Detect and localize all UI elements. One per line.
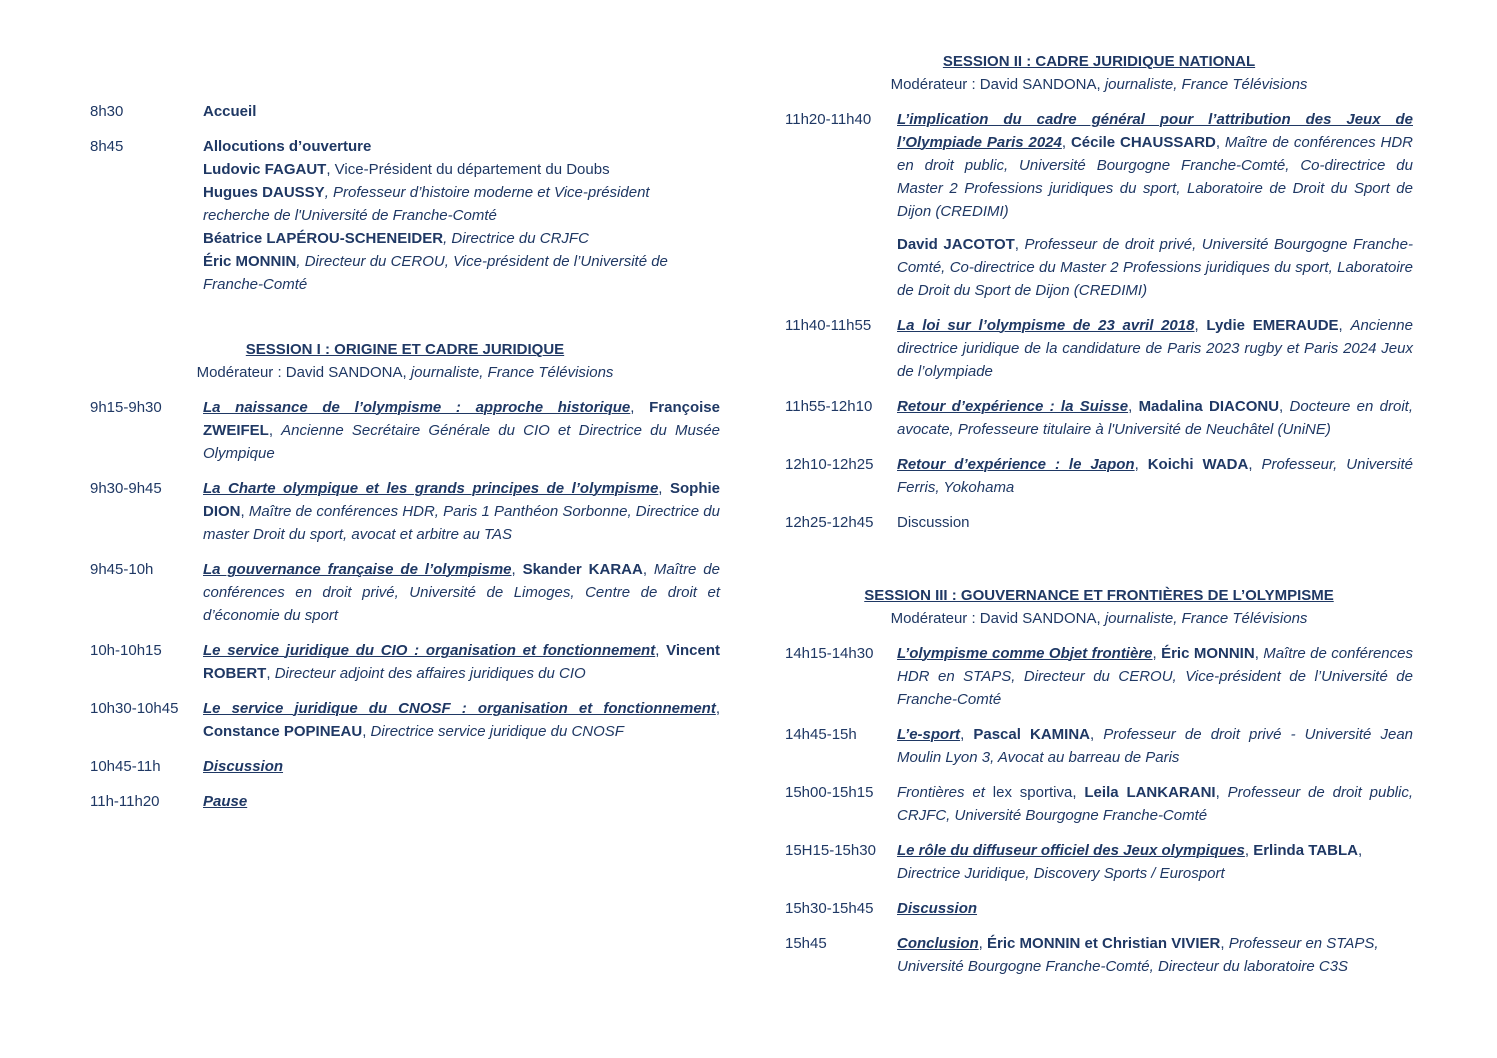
talk-title: Retour d’expérience : le Japon <box>897 456 1135 473</box>
time-slot: 15H15-15h30 <box>785 842 876 859</box>
speaker-name: Madalina DIACONU <box>1138 398 1280 415</box>
session-title: SESSION III : GOUVERNANCE ET FRONTIÈRES DE L’OLYMPISME <box>864 587 1334 604</box>
speaker: Éric MONNIN, Directeur du CEROU, Vice-président de l’Université de Franche-Comté <box>203 253 668 293</box>
time-slot: 9h30-9h45 <box>90 480 162 497</box>
time-slot: 8h30 <box>90 103 124 120</box>
program-item <box>90 790 720 813</box>
program-item: 14h45-15h L’e-sport, Pascal KAMINA, Professeur de droit privé - Université Jean Moulin Lyon 3, Avocat au barreau de Paris <box>785 723 1413 769</box>
talk-title: Le service juridique du CIO : organisation et fonctionnement <box>203 642 656 659</box>
program-item: 11h40-11h55 La loi sur l’olympisme de 23 avril 2018, Lydie EMERAUDE, Ancienne directrice juridique de la candidature de Paris 2023 rugby et Paris 2024 Jeux de l’olympiade <box>785 314 1413 383</box>
speaker-name: Sophie DION <box>203 480 721 520</box>
speaker-name: Éric MONNIN et Christian VIVIER <box>987 935 1221 952</box>
speaker-name: Éric MONNIN <box>1161 645 1255 662</box>
time-slot: 10h45-11h <box>90 758 161 775</box>
right-column <box>785 50 1413 990</box>
speaker-name: Constance POPINEAU <box>203 723 363 740</box>
item-title: Allocutions d’ouverture <box>203 138 372 155</box>
talk-title: Discussion <box>203 758 284 775</box>
speaker: Hugues DAUSSY, Professeur d’histoire moderne et Vice-président recherche de l'Université de Franche-Comté <box>203 184 650 224</box>
program-item: 11h20-11h40 L’implication du cadre général pour l’attribution des Jeux de l’Olympiade Paris 2024, Cécile CHAUSSARD, Maître de conférences HDR en droit public, Université Bourgogne Franche-Comté, Co-directrice du Master 2 Professions juridiques du sport, Laboratoire de Droit du Sport de Dijon (CREDIMI) David JACOTOT, Professeur de droit privé, Université Bourgogne Franche-Comté, Co-directrice du Master 2 Professions juridiques du sport, Laboratoire de Droit du Sport de Dijon (CREDIMI) <box>785 108 1413 302</box>
speaker-name: Françoise ZWEIFEL <box>203 399 720 439</box>
talk-title: L’implication du cadre général pour l’attribution des Jeux de l’Olympiade Paris 2024 <box>897 111 1413 151</box>
talk-title: La Charte olympique et les grands principes de l’olympisme <box>203 480 659 497</box>
speaker-role: Professeur de droit privé, Université Bourgogne Franche-Comté, Co-directrice du Master 2 Professions juridiques du sport, Laboratoire de Droit du Sport de Dijon (CREDIMI) <box>897 236 1413 299</box>
speaker-name: Leila LANKARANI <box>1084 784 1216 801</box>
talk-title: Conclusion <box>897 935 979 952</box>
session-title: SESSION I : ORIGINE ET CADRE JURIDIQUE <box>245 341 565 358</box>
time-slot: 9h15-9h30 <box>90 399 162 416</box>
speaker-role: Directeur adjoint des affaires juridiques du CIO <box>274 665 586 682</box>
program-item: 9h30-9h45 La Charte olympique et les grands principes de l’olympisme, Sophie DION, Maître de conférences HDR, Paris 1 Panthéon Sorbonne, Directrice du master Droit du sport, avocat et arbitre au TAS <box>90 477 720 546</box>
time-slot: 11h55-12h10 <box>785 398 873 415</box>
speaker: Ludovic FAGAUT, Vice-Président du département du Doubs <box>203 161 610 178</box>
time-slot: 14h45-15h <box>785 726 857 743</box>
talk-title: Discussion <box>897 514 970 531</box>
time-slot: 9h45-10h <box>90 561 154 578</box>
speaker-role: Professeur de droit privé - Université Jean Moulin Lyon 3, Avocat au barreau de Paris <box>897 726 1414 766</box>
talk-title: Le service juridique du CNOSF : organisation et fonctionnement <box>203 700 716 717</box>
program-item <box>90 755 720 778</box>
speaker-name: Erlinda TABLA <box>1253 842 1358 859</box>
talk-title: La gouvernance française de l’olympisme <box>203 561 512 578</box>
time-slot: 11h20-11h40 <box>785 111 872 128</box>
talk-title: Le rôle du diffuseur officiel des Jeux olympiques <box>897 842 1245 859</box>
speaker-name: Koichi WADA <box>1147 456 1249 473</box>
time-slot: 15h00-15h15 <box>785 784 874 801</box>
time-slot: 10h30-10h45 <box>90 700 179 717</box>
time-slot: 15h45 <box>785 935 827 952</box>
speaker-role: Docteure en droit, avocate, Professeure titulaire à l'Université de Neuchâtel (UniNE) <box>897 398 1413 438</box>
time-slot: 11h40-11h55 <box>785 317 872 334</box>
speaker: Béatrice LAPÉROU-SCHENEIDER, Directrice du CRJFC <box>203 230 589 247</box>
speaker-role: Directrice Juridique, Discovery Sports / Eurosport <box>897 865 1225 882</box>
speaker-role: Maître de conférences en droit privé, Université de Limoges, Centre de droit et d’économie du sport <box>203 561 720 624</box>
time-slot: 14h15-14h30 <box>785 645 874 662</box>
talk-title: La naissance de l’olympisme : approche historique <box>203 399 631 416</box>
session-title: SESSION II : CADRE JURIDIQUE NATIONAL <box>942 53 1256 70</box>
talk-title: La loi sur l’olympisme de 23 avril 2018 <box>897 317 1195 334</box>
talk-title-latin: lex sportiva <box>984 784 1073 801</box>
program-item: 10h30-10h45 Le service juridique du CNOSF : organisation et fonctionnement, Constance POPINEAU, Directrice service juridique du CNOSF <box>90 697 720 743</box>
time-slot: 8h45 <box>90 138 124 155</box>
speaker-role: Maître de conférences HDR en droit public, Université Bourgogne Franche-Comté, Co-directrice du Master 2 Professions juridiques du sport, Laboratoire de Droit du Sport de Dijon (CREDIMI) <box>897 134 1413 220</box>
speaker-role: Ancienne Secrétaire Générale du CIO et Directrice du Musée Olympique <box>203 422 720 462</box>
item-title: Accueil <box>203 103 257 120</box>
program-item <box>90 100 720 123</box>
speaker-role: Professeur de droit public, CRJFC, Université Bourgogne Franche-Comté <box>897 784 1414 824</box>
speaker-role: Ancienne directrice juridique de la candidature de Paris 2023 rugby et Paris 2024 Jeux de l’olympiade <box>897 317 1413 380</box>
session-moderator: Modérateur : David SANDONA, journaliste, France Télévisions <box>890 610 1308 627</box>
talk-title: Pause <box>203 793 248 810</box>
time-slot: 11h-11h20 <box>90 793 160 810</box>
speaker-role: Directrice service juridique du CNOSF <box>370 723 624 740</box>
speaker-role: Professeur, Université Ferris, Yokohama <box>897 456 1413 496</box>
time-slot: 12h10-12h25 <box>785 456 874 473</box>
program-item: 11h55-12h10 Retour d’expérience : la Suisse, Madalina DIACONU, Docteure en droit, avocate, Professeure titulaire à l'Université de Neuchâtel (UniNE) <box>785 395 1413 441</box>
program-item: 15h45 Conclusion, Éric MONNIN et Christian VIVIER, Professeur en STAPS, Université Bourgogne Franche-Comté, Directeur du laboratoire C3S <box>785 932 1413 978</box>
program-item <box>785 511 1413 534</box>
speaker-name: Vincent ROBERT <box>203 642 721 682</box>
speaker-name: David JACOTOT <box>897 236 1015 253</box>
talk-title: Discussion <box>897 900 978 917</box>
speaker-name: Cécile CHAUSSARD <box>1070 134 1216 151</box>
speaker-name: Pascal KAMINA <box>973 726 1090 743</box>
speaker-role: Professeur en STAPS, Université Bourgogne Franche-Comté, Directeur du laboratoire C3S <box>897 935 1379 975</box>
program-item: 10h-10h15 Le service juridique du CIO : organisation et fonctionnement, Vincent ROBERT, Directeur adjoint des affaires juridiques du CIO <box>90 639 720 685</box>
program-item: 12h10-12h25 Retour d’expérience : le Japon, Koichi WADA, Professeur, Université Ferris, Yokohama <box>785 453 1413 499</box>
talk-title: L’e-sport <box>897 726 961 743</box>
session-moderator: Modérateur : David SANDONA, journaliste, France Télévisions <box>196 364 614 381</box>
time-slot: 15h30-15h45 <box>785 900 874 917</box>
left-column <box>90 100 720 825</box>
speaker-role: Maître de conférences HDR, Paris 1 Panthéon Sorbonne, Directrice du master Droit du sport, avocat et arbitre au TAS <box>203 503 720 543</box>
program-item: 9h45-10h La gouvernance française de l’olympisme, Skander KARAA, Maître de conférences en droit privé, Université de Limoges, Centre de droit et d’économie du sport <box>90 558 720 627</box>
time-slot: 10h-10h15 <box>90 642 162 659</box>
speaker-name: Skander KARAA <box>522 561 643 578</box>
program-item: 9h15-9h30 La naissance de l’olympisme : approche historique, Françoise ZWEIFEL, Ancienne Secrétaire Générale du CIO et Directrice du Musée Olympique <box>90 396 720 465</box>
speaker-role: Maître de conférences HDR en STAPS, Directeur du CEROU, Vice-président de l’Université de Franche-Comté <box>897 645 1413 708</box>
program-item <box>90 135 720 296</box>
program-item: 14h15-14h30 L’olympisme comme Objet frontière, Éric MONNIN, Maître de conférences HDR en STAPS, Directeur du CEROU, Vice-président de l’Université de Franche-Comté <box>785 642 1413 711</box>
time-slot: 12h25-12h45 <box>785 514 874 531</box>
talk-title: Frontières et <box>897 784 985 801</box>
talk-title: L’olympisme comme Objet frontière <box>897 645 1153 662</box>
program-item: 15h00-15h15 Frontières et lex sportiva, Leila LANKARANI, Professeur de droit public, CRJFC, Université Bourgogne Franche-Comté <box>785 781 1413 827</box>
session-moderator: Modérateur : David SANDONA, journaliste, France Télévisions <box>890 76 1308 93</box>
program-item: 15H15-15h30 Le rôle du diffuseur officiel des Jeux olympiques, Erlinda TABLA, Directrice Juridique, Discovery Sports / Eurosport <box>785 839 1413 885</box>
talk-title: Retour d’expérience : la Suisse <box>897 398 1129 415</box>
program-item <box>785 897 1413 920</box>
speaker-name: Lydie EMERAUDE <box>1206 317 1339 334</box>
